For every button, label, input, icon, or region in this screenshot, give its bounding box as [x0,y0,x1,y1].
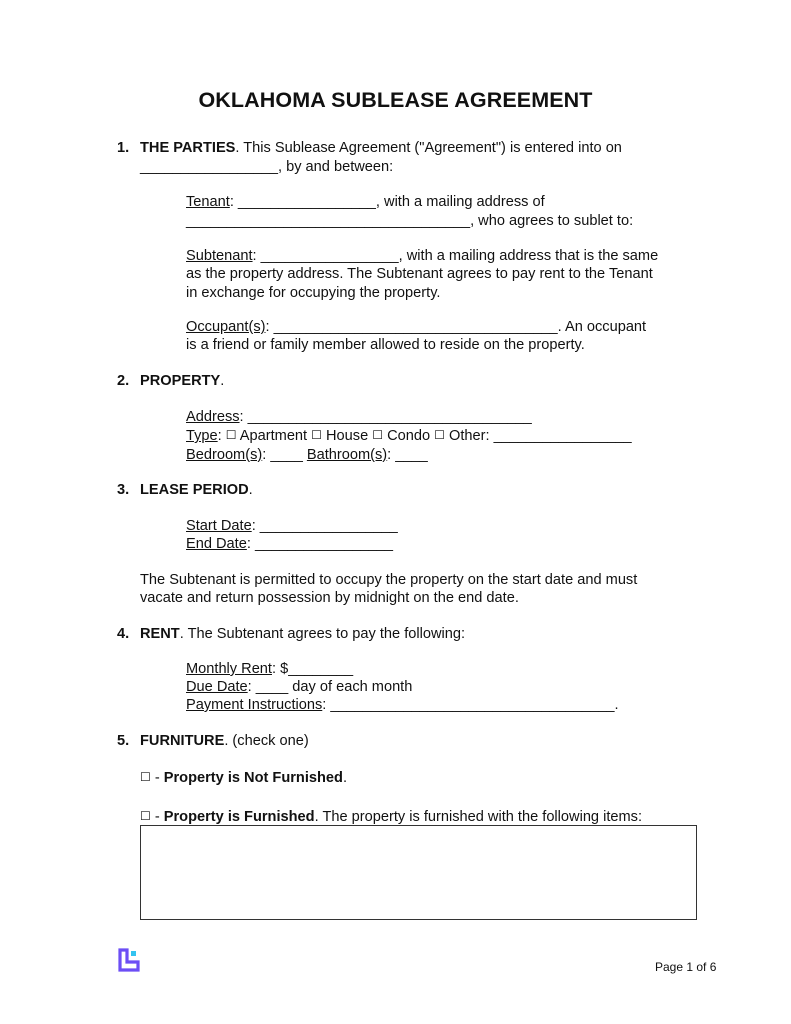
occupant-field: : ___________________________________. An occupant [265,319,647,335]
section-1-heading: THE PARTIES [140,140,236,156]
start-date-line [186,517,398,535]
section-2-heading: PROPERTY [140,373,221,389]
tenant-line [186,193,545,211]
option-condo: Condo [387,428,431,444]
option-other: Other: _________________ [448,428,632,444]
section-3-period: . [248,482,253,498]
section-3-number: 3. [117,482,130,498]
subtenant-line-2: as the property address. The Subtenant agrees to pay rent to the Tenant [186,266,653,282]
section-3-line [140,481,253,499]
subtenant-field: : _________________, with a mailing address that is the same [252,248,659,264]
monthly-rent-label: Monthly Rent [186,661,272,677]
checkbox-house[interactable]: ☐ [311,428,322,442]
due-date-field: : ____ day of each month [247,679,413,695]
address-label: Address [186,409,240,425]
checkbox-condo[interactable]: ☐ [372,428,384,442]
occupant-line-2: is a friend or family member allowed to reside on the property. [186,337,585,353]
occupant-label: Occupant(s) [186,319,266,335]
section-2-number: 2. [117,373,130,389]
section-5-line [140,732,309,750]
not-furnished-option [140,769,347,787]
furnished-text: . The property is furnished with the following items: [314,809,643,825]
section-4-line [140,625,465,643]
document-logo-icon [117,948,141,972]
checkbox-other[interactable]: ☐ [434,428,445,442]
due-date-line [186,678,412,696]
not-furnished-period: . [342,770,348,786]
not-furnished-label: Property is Not Furnished [163,770,343,786]
subtenant-line [186,247,658,265]
start-date-field: : _________________ [251,518,398,534]
type-line [186,427,632,445]
address-line [186,408,532,426]
document-title: OKLAHOMA SUBLEASE AGREEMENT [198,88,593,112]
section-5-heading: FURNITURE [140,733,225,749]
furnished-label: Property is Furnished [163,809,315,825]
monthly-rent-line [186,660,353,678]
page-number: Page 1 of 6 [655,960,717,974]
end-date-label: End Date [186,536,247,552]
bedroom-field: : ____ [262,447,303,463]
tenant-label: Tenant [186,194,230,210]
bedroom-label: Bedroom(s) [186,447,263,463]
section-1-number: 1. [117,140,130,156]
section-3-heading: LEASE PERIOD [140,482,249,498]
section-2-line [140,372,224,390]
section-1-text: . This Sublease Agreement ("Agreement") is entered into on [235,140,622,156]
subtenant-label: Subtenant [186,248,253,264]
lease-period-paragraph-1: The Subtenant is permitted to occupy the property on the start date and must [140,572,638,588]
end-date-line [186,535,393,553]
option-apartment: Apartment [239,428,308,444]
furnished-option [140,808,642,826]
occupant-line [186,318,646,336]
payment-label: Payment Instructions [186,697,323,713]
bathroom-field: : ____ [387,447,428,463]
due-date-label: Due Date [186,679,248,695]
section-5-number: 5. [117,733,130,749]
dash: - [150,770,164,786]
option-house: House [326,428,369,444]
checkbox-apartment[interactable]: ☐ [225,428,237,442]
address-field: : ___________________________________ [239,409,532,425]
section-1-line-2: _________________, by and between: [140,159,394,175]
checkbox-not-furnished[interactable]: ☐ [140,770,151,784]
section-4-number: 4. [117,626,130,642]
section-4-text: . The Subtenant agrees to pay the following: [179,626,466,642]
tenant-line-2: ___________________________________, who agrees to sublet to: [186,213,634,229]
subtenant-line-3: in exchange for occupying the property. [186,285,441,301]
furnished-items-box[interactable] [140,825,697,920]
section-1-line-1 [140,139,622,157]
section-5-text: . (check one) [224,733,309,749]
end-date-field: : _________________ [246,536,393,552]
dash: - [150,809,164,825]
tenant-field: : _________________, with a mailing address of [229,194,545,210]
section-4-heading: RENT [140,626,180,642]
rooms-line [186,446,428,464]
lease-period-paragraph-2: vacate and return possession by midnight on the end date. [140,590,519,606]
type-label: Type [186,428,218,444]
type-separator: : [217,428,222,444]
checkbox-furnished[interactable]: ☐ [140,809,151,823]
payment-field: : ___________________________________. [322,697,619,713]
section-2-period: . [220,373,225,389]
payment-line [186,696,619,714]
start-date-label: Start Date [186,518,252,534]
monthly-rent-field: : $________ [271,661,354,677]
bathroom-label: Bathroom(s) [306,447,388,463]
